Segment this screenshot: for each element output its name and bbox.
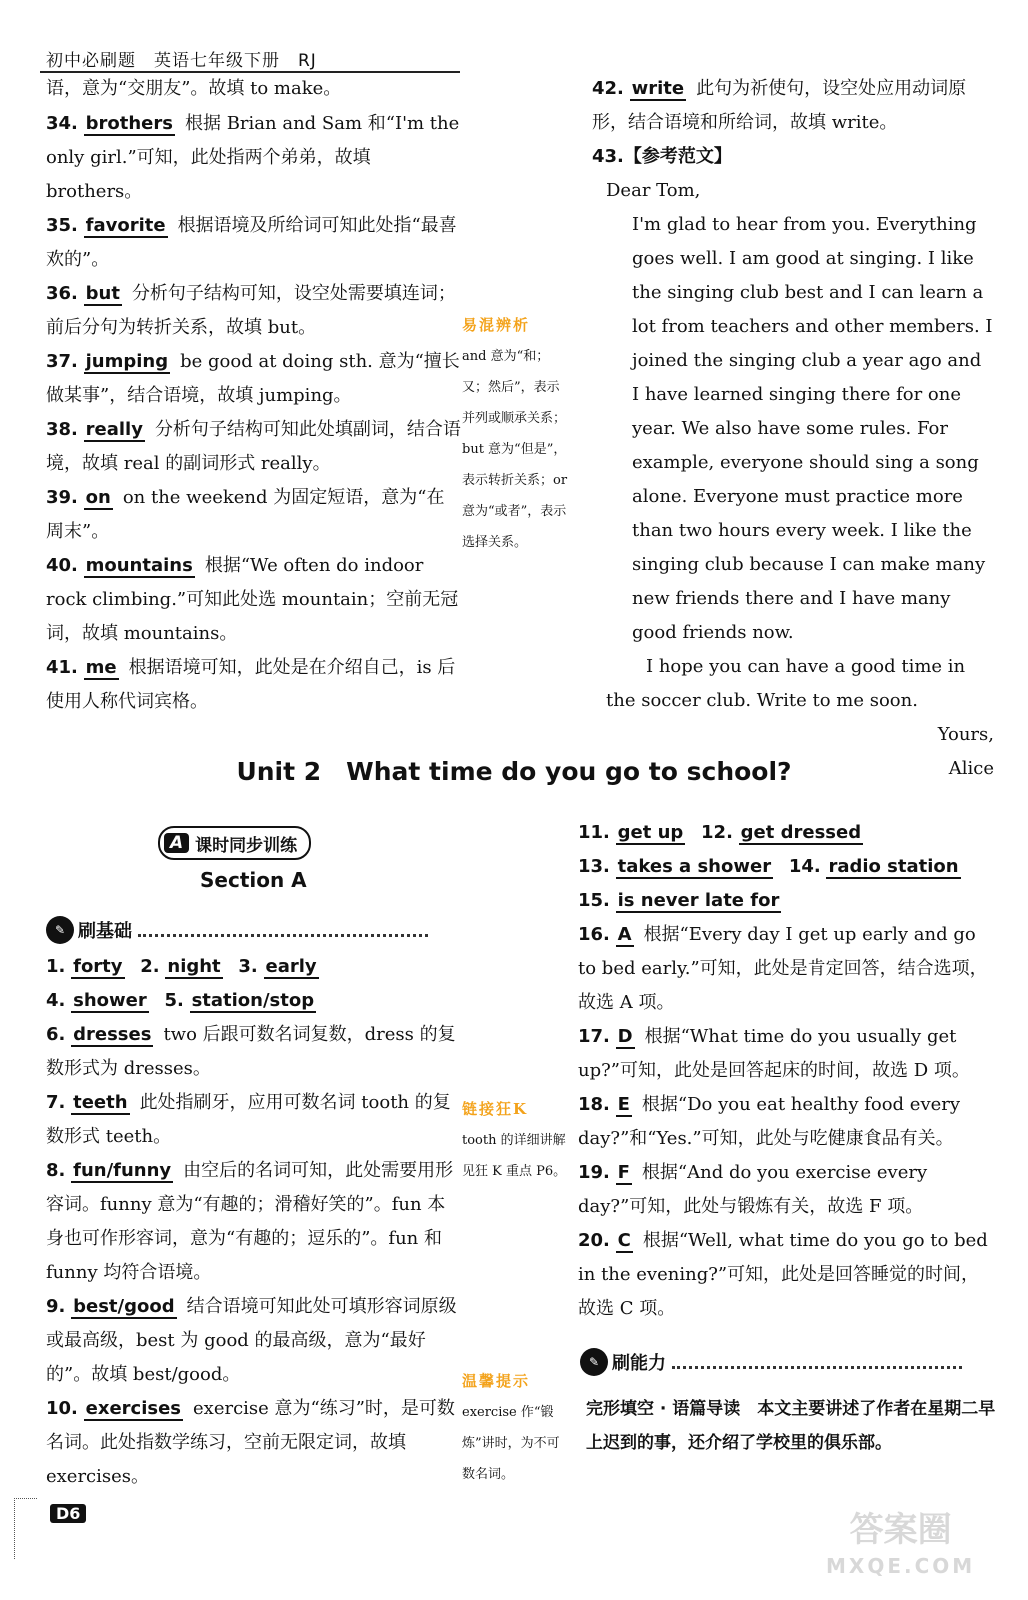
answers-column-top-left <box>46 72 461 719</box>
note-title: 温馨提示 <box>462 1372 531 1390</box>
dotted-divider <box>138 924 428 937</box>
answer-row: 11. get up 12. get dressed <box>578 822 862 843</box>
answers-column-bottom-left <box>46 950 461 1494</box>
sample-letter <box>592 174 994 786</box>
answer-item: 34. brothers 根据 Brian and Sam 和“I'm the only girl.”可知，此处指两个弟弟，故填 brothers。 <box>46 113 460 202</box>
side-note-confusables <box>462 310 572 558</box>
section-title: Section A <box>200 868 307 892</box>
answer-item: 18. E 根据“Do you eat healthy food every day?”和“Yes.”可知，此处与吃健康食品有关。 <box>578 1094 961 1149</box>
answer-item: 39. on on the weekend 为固定短语，意为“在周末”。 <box>46 487 445 542</box>
page-number: D6 <box>50 1504 86 1523</box>
answer-item: 19. F 根据“And do you exercise every day?”可知，此处与锻炼有关，故选 F 项。 <box>578 1162 928 1217</box>
note-title: 链接狂K <box>462 1100 529 1118</box>
unit-title: Unit 2 What time do you go to school? <box>236 757 792 786</box>
side-note-link <box>462 1094 572 1187</box>
answer-row: 4. shower 5. station/stop <box>46 990 315 1011</box>
passage-lead: 完形填空 · 语篇导读 本文主要讲述了作者在星期二早上迟到的事，还介绍了学校里的俱乐部。 <box>586 1399 996 1453</box>
answers-column-top-right <box>592 72 994 786</box>
answer-item: 41. me 根据语境可知，此处是在介绍自己，is 后使用人称代词宾格。 <box>46 657 456 712</box>
letter-paragraph: I'm glad to hear from you. Everything goes well. I am good at singing. I like the singing club best and I can learn a lot from teachers and other members. I joined the singing club a year ago and I have learned singing there for one year. We also have some rules. For example, everyone should sing a song alone. Everyone must practice more than two hours every week. I like the singing club because I can make many new friends there and I have many good friends now. <box>632 214 993 643</box>
dotted-divider <box>672 1356 962 1369</box>
answer-item: 10. exercises exercise 意为“练习”时，是可数名词。此处指数学练习，空前无限定词，故填 exercises。 <box>46 1398 455 1487</box>
letter-signature: Alice <box>948 758 994 779</box>
answer-item: 17. D 根据“What time do you usually get up?”可知，此处是回答起床的时间，故选 D 项。 <box>578 1026 970 1081</box>
brush-icon: ✎ <box>580 1348 608 1376</box>
answer-item: 6. dresses two 后跟可数名词复数，dress 的复数形式为 dresses。 <box>46 1024 456 1079</box>
basic-practice-label: ✎ 刷基础 <box>46 916 428 944</box>
answers-column-bottom-right <box>578 816 988 1326</box>
badge-text: 课时同步训练 <box>195 835 298 856</box>
answer-item: 9. best/good 结合语境可知此处可填形容词原级或最高级，best 为 good 的最高级，意为“最好的”。故填 best/good。 <box>46 1296 457 1385</box>
ability-practice-label: ✎ 刷能力 <box>580 1348 962 1376</box>
lesson-badge <box>158 826 311 860</box>
page-corner-mark <box>14 1498 37 1559</box>
answer-item: 8. fun/funny 由空后的名词可知，此处需要用形容词。funny 意为“有趣的；滑稽好笑的”。fun 本身也可作形容词，意为“有趣的；逗乐的”。fun 和 funny 均符合语境。 <box>46 1160 454 1283</box>
answer-item: 语，意为“交朋友”。故填 to make。 <box>46 78 342 99</box>
answer-row: 1. forty 2. night 3. early <box>46 956 317 977</box>
answer-item: 37. jumping be good at doing sth. 意为“擅长做某事”，结合语境，故填 jumping。 <box>46 351 460 406</box>
answer-row: 15. is never late for <box>578 890 780 911</box>
answer-row: 13. takes a shower 14. radio station <box>578 856 959 877</box>
watermark-logo: 答案圈 MXQE.COM <box>826 1510 976 1578</box>
badge-letter: A <box>164 833 189 853</box>
answer-item: 42. write 此句为祈使句，设空处应用动词原形，结合语境和所给词，故填 write。 <box>592 78 967 133</box>
answer-item: 40. mountains 根据“We often do indoor rock climbing.”可知此处选 mountain；空前无冠词，故填 mountains。 <box>46 555 459 644</box>
note-text: tooth 的详细讲解见狂 K 重点 P6。 <box>462 1133 567 1179</box>
answer-item: 16. A 根据“Every day I get up early and go to bed early.”可知，此处是肯定回答，结合选项，故选 A 项。 <box>578 924 988 1013</box>
answer-item: 38. really 分析句子结构可知此处填副词，结合语境，故填 real 的副词形式 really。 <box>46 419 461 474</box>
letter-greeting: Dear Tom, <box>606 180 701 201</box>
note-text: and 意为“和；又；然后”，表示并列或顺承关系；but 意为“但是”，表示转折关系；or 意为“或者”，表示选择关系。 <box>462 349 568 550</box>
answer-item: 43.【参考范文】 <box>592 146 732 167</box>
note-title: 易混辨析 <box>462 316 531 334</box>
answer-item: 36. but 分析句子结构可知，设空处需要填连词；前后分句为转折关系，故填 but。 <box>46 283 456 338</box>
note-text: exercise 作“锻炼”讲时，为不可数名词。 <box>462 1405 560 1482</box>
answer-item: 35. favorite 根据语境及所给词可知此处指“最喜欢的”。 <box>46 215 457 270</box>
page-header: 初中必刷题 英语七年级下册 RJ <box>46 51 317 71</box>
side-note-tip <box>462 1366 572 1490</box>
letter-closing: Yours, <box>937 724 994 745</box>
answer-item: 20. C 根据“Well, what time do you go to bed in the evening?”可知，此处是回答睡觉的时间，故选 C 项。 <box>578 1230 988 1319</box>
answer-item: 7. teeth 此处指刷牙，应用可数名词 tooth 的复数形式 teeth。 <box>46 1092 451 1147</box>
letter-paragraph: I hope you can have a good time in the soccer club. Write to me soon. <box>606 656 966 711</box>
brush-icon: ✎ <box>46 916 74 944</box>
